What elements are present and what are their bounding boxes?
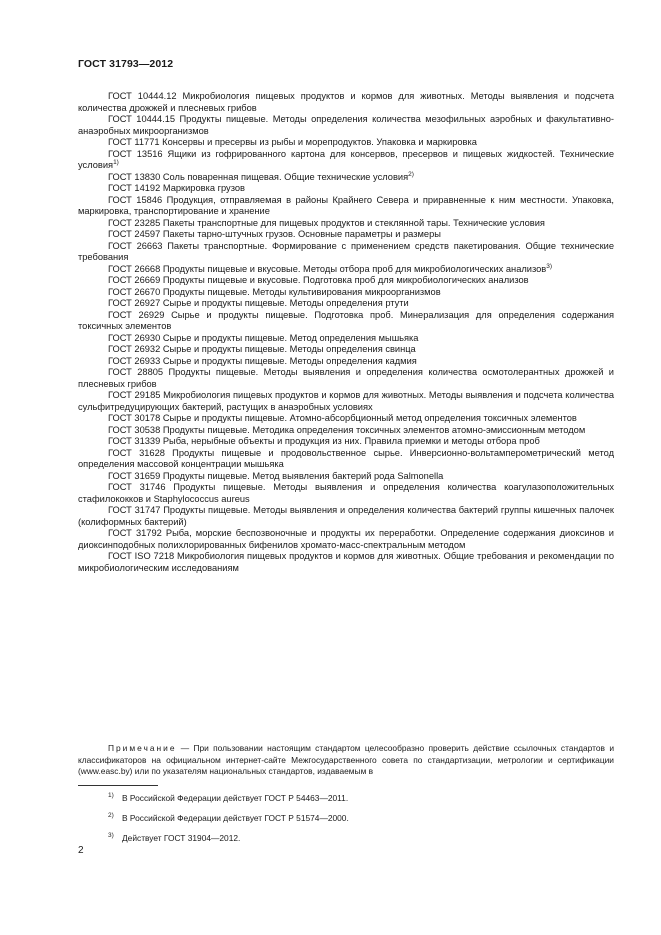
reference-text: ГОСТ 13516 Ящики из гофрированного картона для консервов, пресервов и пищевых жидкостей. Технические условия <box>78 148 614 170</box>
reference-text: ГОСТ 31659 Продукты пищевые. Метод выявления бактерий рода Salmonella <box>108 470 444 481</box>
reference-text: ГОСТ 26929 Сырье и продукты пищевые. Подготовка проб. Минерализация для определения содержания токсичных элементов <box>78 309 614 331</box>
reference-item <box>78 310 614 333</box>
reference-item <box>78 137 614 149</box>
reference-item <box>78 425 614 437</box>
reference-text: ГОСТ 30178 Сырье и продукты пищевые. Атомно-абсорбционный метод определения токсичных элементов <box>108 413 577 423</box>
reference-text: ГОСТ 31628 Продукты пищевые и продовольственное сырье. Инверсионно-вольтамперометрический метод определения массовой концентрации мышьяка <box>78 447 614 469</box>
footnote-text: Действует ГОСТ 31904—2012. <box>122 833 241 843</box>
footnote-item: $^{1)}$ В Российской Федерации действует ГОСТ Р 54463—2011. <box>108 792 349 803</box>
reference-text: ГОСТ 13830 Соль поваренная пищевая. Общие технические условия <box>108 171 409 182</box>
reference-item <box>78 390 614 413</box>
reference-item <box>78 195 614 218</box>
reference-item <box>78 436 614 448</box>
reference-text: ГОСТ 23285 Пакеты транспортные для пищевых продуктов и стеклянной тары. Технические условия <box>108 217 545 228</box>
footnotes-list <box>108 793 349 853</box>
reference-text: ГОСТ 26932 Сырье и продукты пищевые. Методы определения свинца <box>108 344 416 354</box>
reference-text: ГОСТ 26668 Продукты пищевые и вкусовые. Методы отбора проб для микробиологических анализов <box>108 263 547 274</box>
footnote-divider <box>78 785 158 786</box>
reference-item <box>78 471 614 483</box>
reference-text: ГОСТ 10444.12 Микробиология пищевых продуктов и кормов для животных. Методы выявления и подсчета количества дрожжей и плесневых грибов <box>78 91 614 113</box>
page-number: 2 <box>78 845 84 856</box>
footnote-marker: 1) <box>113 158 119 166</box>
reference-text: ГОСТ 29185 Микробиология пищевых продуктов и кормов для животных. Методы выявления и подсчета количества сульфитредуцирующих бактерий, растущих в анаэробных условиях <box>78 390 614 412</box>
reference-text: ГОСТ 26930 Сырье и продукты пищевые. Метод определения мышьяка <box>108 332 419 343</box>
note-paragraph <box>78 743 614 778</box>
normative-references-list <box>78 91 614 574</box>
reference-text: ГОСТ 15846 Продукция, отправляемая в районы Крайнего Севера и приравненные к ним местности. Упаковка, маркировка, транспортирование и хранение <box>78 194 614 216</box>
reference-item <box>78 528 614 551</box>
reference-text: ГОСТ 31747 Продукты пищевые. Методы выявления и определения количества бактерий группы кишечных палочек (колиформных бактерий) <box>78 505 614 527</box>
reference-text: ГОСТ 28805 Продукты пищевые. Методы выявления и определения количества осмотолерантных дрожжей и плесневых грибов <box>78 367 614 389</box>
reference-item <box>78 448 614 471</box>
note-text: — При пользовании настоящим стандартом целесообразно проверить действие ссылочных стандартов и классификаторов на официальном интернет-сайте Межгосударственного совета по стандартизации, метрологии и сертификации (www.easc.by) или по указателям национальных стандартов, издаваемым в <box>78 743 614 776</box>
reference-item <box>78 114 614 137</box>
reference-text: ГОСТ 14192 Маркировка грузов <box>108 183 245 193</box>
reference-item <box>78 298 614 310</box>
footnote-marker: 2) <box>408 170 414 178</box>
page-header-title: ГОСТ 31793—2012 <box>78 58 174 70</box>
reference-item <box>78 264 614 276</box>
reference-item <box>78 229 614 241</box>
reference-item <box>78 551 614 574</box>
reference-item <box>78 91 614 114</box>
reference-item <box>78 287 614 299</box>
footnote-text: В Российской Федерации действует ГОСТ Р 51574—2000. <box>122 813 349 823</box>
reference-item <box>78 218 614 230</box>
reference-text: ГОСТ 24597 Пакеты тарно-штучных грузов. Основные параметры и размеры <box>108 229 441 239</box>
footnote-marker: 3) <box>546 262 553 270</box>
reference-item <box>78 241 614 264</box>
footnote-text: В Российской Федерации действует ГОСТ Р 54463—2011. <box>122 793 349 803</box>
reference-text: ГОСТ 31339 Рыба, нерыбные объекты и продукция из них. Правила приемки и методы отбора проб <box>108 436 540 446</box>
reference-text: ГОСТ 26670 Продукты пищевые. Методы культивирования микроорганизмов <box>108 286 441 297</box>
note-label: Примечание <box>108 743 177 753</box>
reference-text: ГОСТ 26927 Сырье и продукты пищевые. Методы определения ртути <box>108 298 409 308</box>
reference-text: ГОСТ 26663 Пакеты транспортные. Формирование с применением средств пакетирования. Общие технические требования <box>78 240 614 262</box>
reference-item <box>78 183 614 195</box>
reference-text: ГОСТ 31792 Рыба, морские беспозвоночные и продукты их переработки. Определение содержания диоксинов и диоксинподобных полихлорированных бифенилов хромато-масс-спектральным методом <box>78 528 614 550</box>
reference-text: ГОСТ 11771 Консервы и пресервы из рыбы и морепродуктов. Упаковка и маркировка <box>108 137 477 147</box>
reference-text: ГОСТ 26933 Сырье и продукты пищевые. Методы определения кадмия <box>108 355 417 366</box>
reference-item <box>78 482 614 505</box>
footnote-item: $^{3)}$ Действует ГОСТ 31904—2012. <box>108 832 241 843</box>
reference-item <box>78 275 614 287</box>
reference-item <box>78 356 614 368</box>
reference-text: ГОСТ 26669 Продукты пищевые и вкусовые. Подготовка проб для микробиологических анализов <box>108 275 529 285</box>
reference-text: ГОСТ 30538 Продукты пищевые. Методика определения токсичных элементов атомно-эмиссионным методом <box>108 424 586 435</box>
reference-item <box>78 149 614 172</box>
reference-text: ГОСТ 31746 Продукты пищевые. Методы выявления и определения количества коагулазоположительных стафилококков и Staphylococcus aureus <box>78 482 614 504</box>
reference-item <box>78 413 614 425</box>
reference-text: ГОСТ 10444.15 Продукты пищевые. Методы определения количества мезофильных аэробных и факультативно-анаэробных микроорганизмов <box>78 114 614 136</box>
reference-item <box>78 367 614 390</box>
reference-item <box>78 333 614 345</box>
reference-item <box>78 344 614 356</box>
reference-item <box>78 505 614 528</box>
reference-item <box>78 172 614 184</box>
footnote-item: $^{2)}$ В Российской Федерации действует ГОСТ Р 51574—2000. <box>108 812 349 823</box>
reference-text: ГОСТ ISO 7218 Микробиология пищевых продуктов и кормов для животных. Общие требования и рекомендации по микробиологическим исследованиям <box>78 551 614 573</box>
